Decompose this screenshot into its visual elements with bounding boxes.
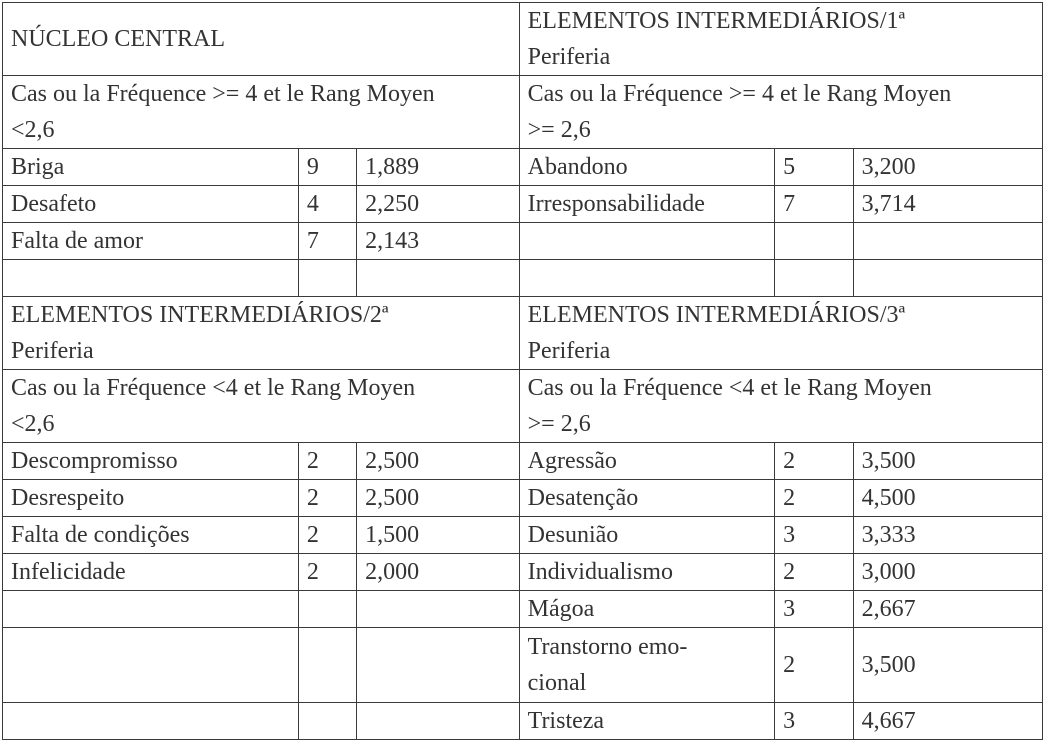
term-cell: Agressão (519, 443, 775, 480)
term-cell: Tristeza (519, 703, 775, 740)
empty-cell (298, 591, 356, 628)
third-periphery-title: ELEMENTOS INTERMEDIÁRIOS/3ª Periferia (519, 297, 1042, 370)
rank-cell: 3,714 (853, 186, 1042, 223)
term-cell: Abandono (519, 149, 775, 186)
empty-cell (357, 591, 520, 628)
frequency-cell: 2 (298, 480, 356, 517)
empty-cell (853, 223, 1042, 260)
table-row (3, 591, 1043, 628)
table-row (3, 223, 1043, 260)
frequency-cell: 4 (298, 186, 356, 223)
rank-cell: 1,889 (357, 149, 520, 186)
frequency-cell: 2 (298, 554, 356, 591)
frequency-cell: 7 (775, 186, 853, 223)
frequency-cell: 2 (775, 443, 853, 480)
empty-cell (357, 260, 520, 297)
term-cell: Individualismo (519, 554, 775, 591)
first-periphery-criteria: Cas ou la Fréquence >= 4 et le Rang Moyen >= 2,6 (519, 76, 1042, 149)
table-row (3, 554, 1043, 591)
frequency-cell: 5 (775, 149, 853, 186)
central-core-criteria: Cas ou la Fréquence >= 4 et le Rang Moyen <2,6 (3, 76, 520, 149)
rank-cell: 3,500 (853, 443, 1042, 480)
rank-cell: 2,143 (357, 223, 520, 260)
frequency-cell: 2 (775, 554, 853, 591)
frequency-cell: 2 (775, 480, 853, 517)
frequency-cell: 3 (775, 703, 853, 740)
term-cell: Desafeto (3, 186, 299, 223)
table-row (3, 480, 1043, 517)
empty-cell (519, 260, 775, 297)
empty-cell (775, 260, 853, 297)
empty-cell (519, 223, 775, 260)
top-criteria-row (3, 76, 1043, 149)
rank-cell: 3,333 (853, 517, 1042, 554)
empty-cell (775, 223, 853, 260)
frequency-cell: 3 (775, 591, 853, 628)
empty-cell (3, 591, 299, 628)
rank-cell: 3,000 (853, 554, 1042, 591)
empty-cell (853, 260, 1042, 297)
frequency-cell: 2 (298, 443, 356, 480)
rank-cell: 2,667 (853, 591, 1042, 628)
second-periphery-criteria: Cas ou la Fréquence <4 et le Rang Moyen <2,6 (3, 370, 520, 443)
table-row (3, 517, 1043, 554)
rank-cell: 2,500 (357, 480, 520, 517)
term-cell: Falta de condições (3, 517, 299, 554)
rank-cell: 2,000 (357, 554, 520, 591)
empty-cell (298, 260, 356, 297)
frequency-cell: 7 (298, 223, 356, 260)
empty-cell (3, 628, 299, 703)
frequency-cell: 9 (298, 149, 356, 186)
rank-cell: 2,500 (357, 443, 520, 480)
table-row (3, 443, 1043, 480)
term-cell: Mágoa (519, 591, 775, 628)
empty-cell (357, 628, 520, 703)
frequency-cell: 2 (775, 628, 853, 703)
rank-cell: 1,500 (357, 517, 520, 554)
top-header-row (3, 3, 1043, 76)
term-cell: Falta de amor (3, 223, 299, 260)
rank-cell: 2,250 (357, 186, 520, 223)
frequency-cell: 3 (775, 517, 853, 554)
frequency-cell: 2 (298, 517, 356, 554)
term-cell: Desunião (519, 517, 775, 554)
empty-cell (298, 628, 356, 703)
rank-cell: 4,500 (853, 480, 1042, 517)
second-periphery-title: ELEMENTOS INTERMEDIÁRIOS/2ª Periferia (3, 297, 520, 370)
table-row (3, 260, 1043, 297)
term-cell: Briga (3, 149, 299, 186)
term-cell: Desatenção (519, 480, 775, 517)
term-cell: Desrespeito (3, 480, 299, 517)
rank-cell: 3,500 (853, 628, 1042, 703)
rank-cell: 4,667 (853, 703, 1042, 740)
empty-cell (3, 260, 299, 297)
bottom-header-row (3, 297, 1043, 370)
table-row (3, 186, 1043, 223)
term-cell: Descompromisso (3, 443, 299, 480)
table-row (3, 149, 1043, 186)
first-periphery-title: ELEMENTOS INTERMEDIÁRIOS/1ª Periferia (519, 3, 1042, 76)
table-row (3, 628, 1043, 703)
term-cell: Infelicidade (3, 554, 299, 591)
central-core-title: NÚCLEO CENTRAL (3, 3, 520, 76)
bottom-criteria-row (3, 370, 1043, 443)
rank-cell: 3,200 (853, 149, 1042, 186)
term-cell: Transtorno emo- cional (519, 628, 775, 703)
term-cell: Irresponsabilidade (519, 186, 775, 223)
four-quadrant-table (2, 2, 1043, 740)
third-periphery-criteria: Cas ou la Fréquence <4 et le Rang Moyen >= 2,6 (519, 370, 1042, 443)
